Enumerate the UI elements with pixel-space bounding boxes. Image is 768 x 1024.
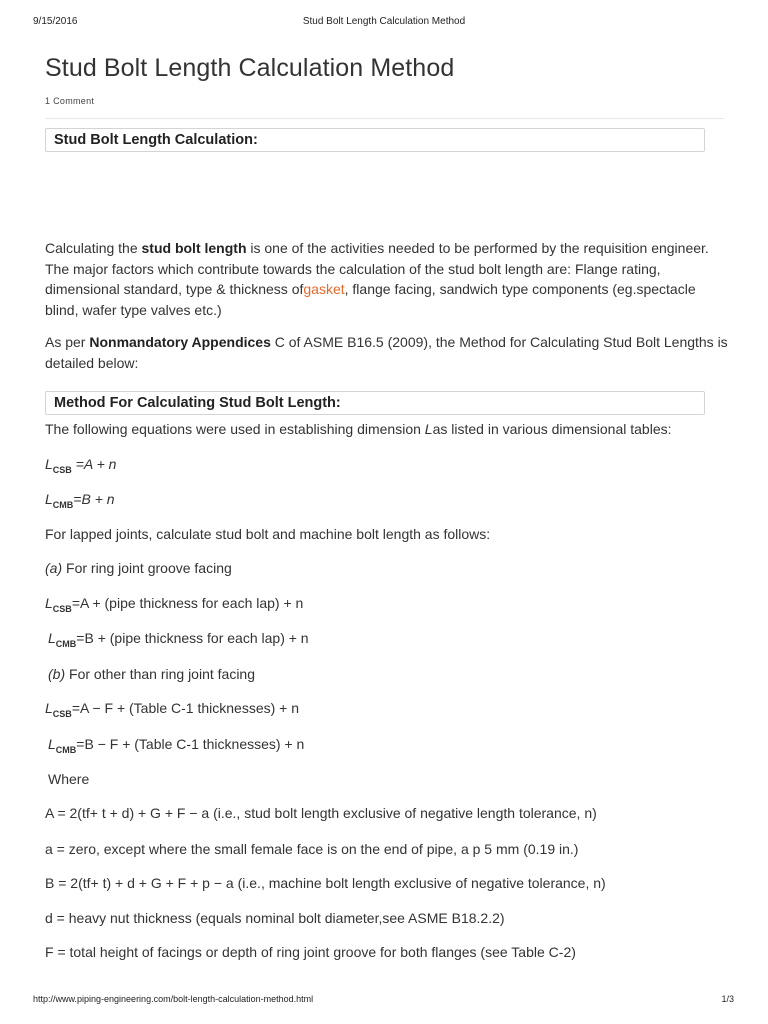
eq-symbol: L (45, 456, 53, 472)
section-heading-method: Method For Calculating Stud Bolt Length: (45, 391, 705, 415)
equations-intro (45, 419, 730, 440)
equation-lcsb-ring (45, 593, 730, 613)
eq-subscript: CSB (52, 604, 72, 614)
equations-intro-text: as listed in various dimensional tables: (432, 421, 672, 437)
asper-text: As per (45, 334, 90, 350)
asper-text: C of ASME B16.5 (2009), the Method for Calculating Stud Bolt Lengths is detailed below: (45, 334, 728, 371)
equation-lcmb-other (48, 734, 733, 754)
intro-text: , flange facing, sandwich type components (eg.spectacle blind, wafer type valves etc.) (45, 281, 696, 318)
page-title: Stud Bolt Length Calculation Method (45, 54, 455, 82)
definition-B: B = 2(tf+ t) + d + G + F + p − a (i.e., machine bolt length exclusive of negative tolerance, n) (45, 875, 606, 891)
print-date: 9/15/2016 (33, 16, 78, 27)
intro-paragraph (45, 238, 730, 320)
eq-rhs: =A − F + (Table C-1 thicknesses) + n (71, 700, 300, 716)
print-url: http://www.piping-engineering.com/bolt-length-calculation-method.html (33, 994, 314, 1004)
eq-rhs: =B − F + (Table C-1 thicknesses) + n (76, 736, 305, 752)
section-heading-calculation: Stud Bolt Length Calculation: (45, 128, 705, 152)
eq-rhs: =A + n (75, 456, 117, 472)
intro-text: is one of the activities needed to be performed by the requisition engineer. The major factors which contribute towards the calculation of the stud bolt length are: Flange rating, dimensional standard, type & thickness of (45, 240, 709, 297)
where-label: Where (48, 771, 90, 787)
divider (45, 118, 724, 119)
eq-symbol: L (48, 630, 56, 646)
eq-symbol: L (45, 595, 53, 611)
case-label: (b) (48, 666, 66, 682)
eq-rhs: =B + n (73, 491, 115, 507)
eq-subscript: CSB (52, 465, 72, 475)
equation-lcmb (45, 489, 730, 509)
print-header (0, 16, 768, 30)
intro-bold-term: stud bolt length (141, 240, 247, 256)
eq-subscript: CSB (52, 709, 72, 719)
gasket-link[interactable]: gasket (303, 281, 345, 297)
eq-symbol: L (48, 736, 56, 752)
definition-F: F = total height of facings or depth of ring joint groove for both flanges (see Table C-2) (45, 944, 576, 960)
page-number: 1/3 (721, 994, 734, 1004)
print-title: Stud Bolt Length Calculation Method (302, 16, 466, 27)
equation-lcsb (45, 454, 730, 474)
intro-text: Calculating the (45, 240, 142, 256)
case-text: For other than ring joint facing (65, 666, 256, 682)
comments-link[interactable]: 1 Comment (45, 96, 95, 106)
case-label: (a) (45, 560, 63, 576)
case-b (48, 664, 733, 684)
eq-rhs: =A + (pipe thickness for each lap) + n (71, 595, 304, 611)
print-footer (0, 994, 768, 1008)
case-text: For ring joint groove facing (62, 560, 232, 576)
definition-d: d = heavy nut thickness (equals nominal bolt diameter,see ASME B18.2.2) (45, 910, 505, 926)
lapped-intro: For lapped joints, calculate stud bolt and machine bolt length as follows: (45, 526, 491, 542)
equations-intro-text: The following equations were used in establishing dimension (45, 421, 425, 437)
eq-symbol: L (45, 700, 53, 716)
definition-A: A = 2(tf+ t + d) + G + F − a (i.e., stud bolt length exclusive of negative length tolerance, n) (45, 805, 597, 821)
eq-subscript: CMB (55, 745, 77, 755)
asper-bold-term: Nonmandatory Appendices (89, 334, 271, 350)
definition-a: a = zero, except where the small female face is on the end of pipe, a p 5 mm (0.19 in.) (45, 841, 579, 857)
equation-lcsb-other (45, 698, 730, 718)
equation-lcmb-ring (48, 628, 733, 648)
asper-paragraph (45, 332, 730, 373)
case-a (45, 558, 730, 578)
eq-rhs: =B + (pipe thickness for each lap) + n (76, 630, 309, 646)
eq-symbol: L (45, 491, 53, 507)
eq-subscript: CMB (52, 500, 74, 510)
equations-intro-L: L (424, 421, 433, 437)
eq-subscript: CMB (55, 639, 77, 649)
